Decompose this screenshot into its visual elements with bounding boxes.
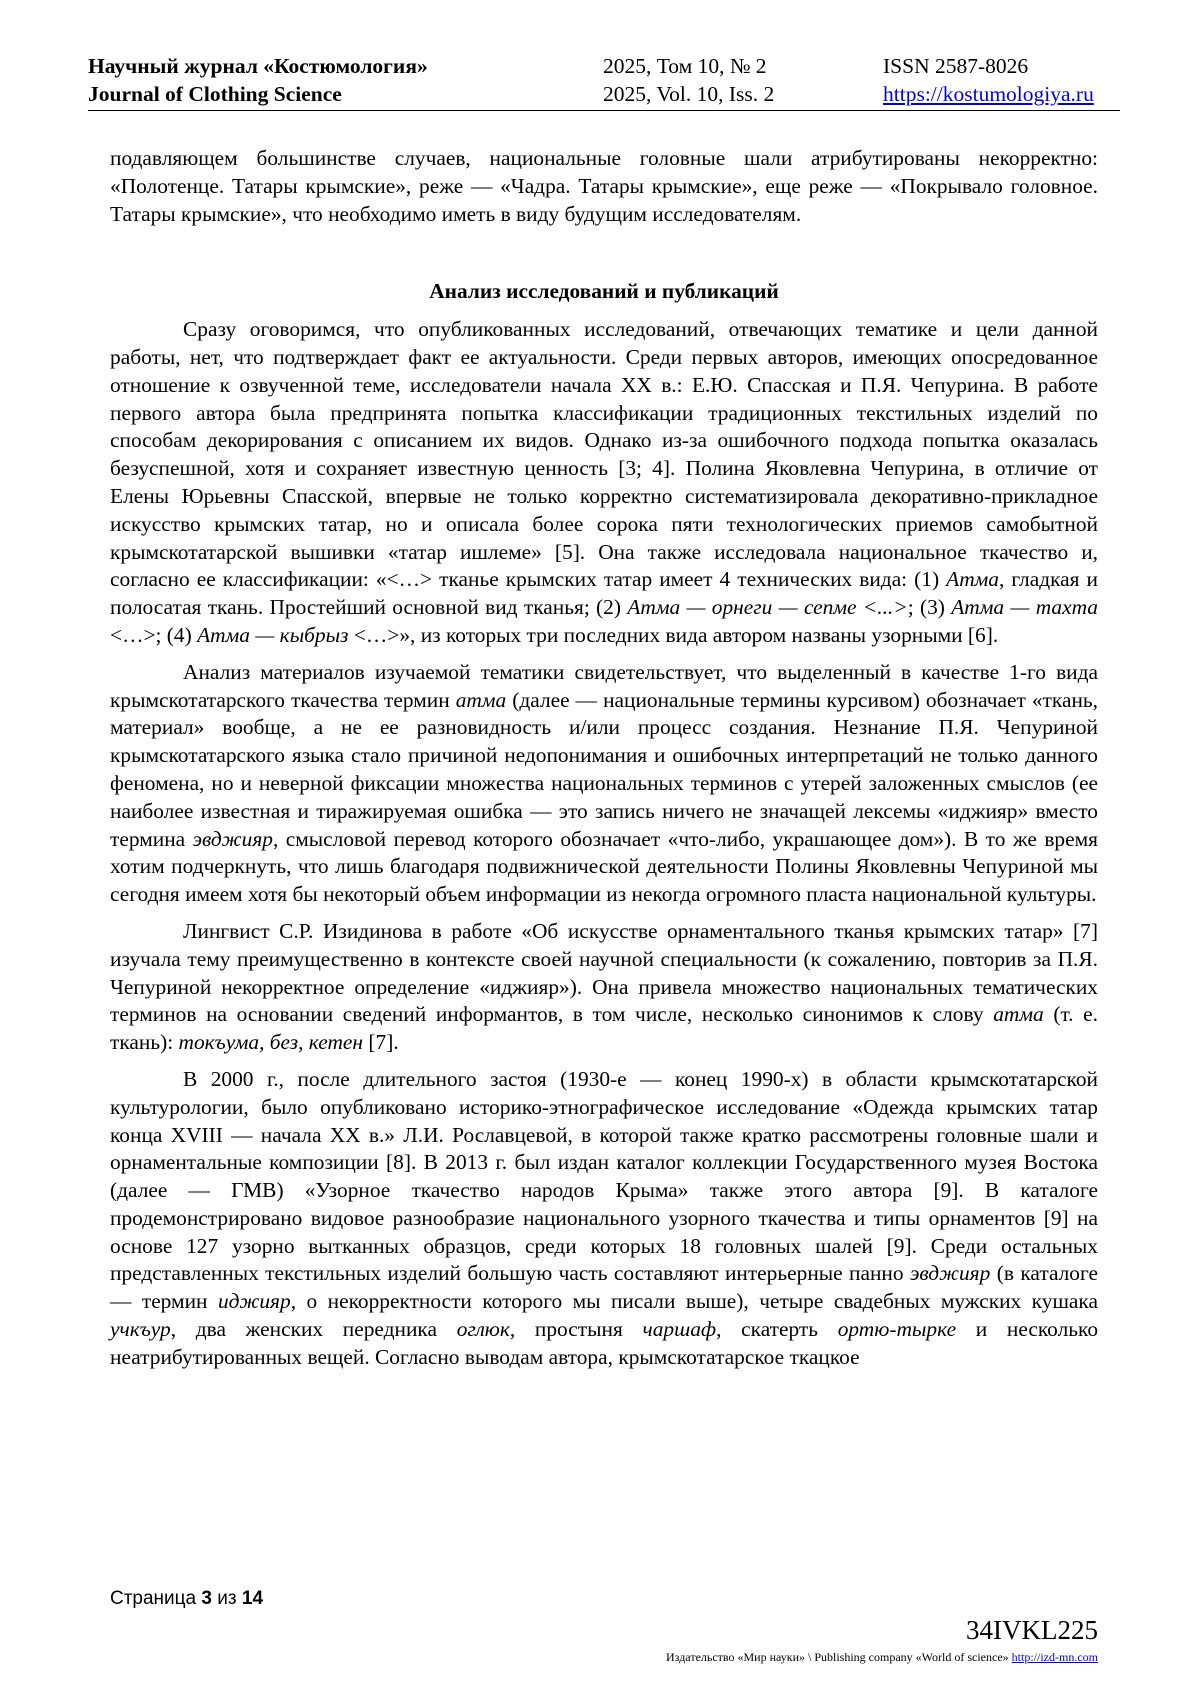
italic-term: Атма	[946, 567, 999, 592]
text-run: [7].	[363, 1030, 399, 1055]
journal-title-block	[88, 52, 428, 108]
italic-term: Атма — кыбрыз	[197, 622, 349, 647]
issn-block	[883, 52, 1094, 108]
paragraph-1	[110, 316, 1098, 650]
italic-term: атма	[993, 1002, 1044, 1027]
italic-term: иджияр	[217, 1289, 291, 1314]
section-heading: Анализ исследований и публикаций	[429, 279, 779, 304]
italic-term: учкъур	[110, 1317, 171, 1342]
text-run: Анализ материалов изучаемой тематики свидетельствует, что выделенный в качестве 1-го вида крымскотатарского ткачества термин	[110, 659, 1098, 712]
page-current: 3	[201, 1588, 212, 1609]
text-run: <…>; (4)	[110, 622, 198, 647]
page-prefix: Страница	[110, 1588, 197, 1609]
publisher-name: Издательство «Мир науки» \ Publishing company «World of science»	[666, 1650, 1009, 1664]
issue-block	[603, 52, 774, 108]
issn: ISSN 2587-8026	[883, 54, 1029, 78]
article-code: 34IVKL225	[966, 1615, 1098, 1645]
page-mid: из	[217, 1588, 237, 1609]
paragraph-3	[110, 918, 1098, 1057]
text-run: Сразу оговоримся, что опубликованных исследований, отвечающих тематике и цели данной работы, нет, что подтверждает факт ее актуальности. Среди первых авторов, имеющих опосредованное отношение к озвученной теме, исследователи начала XX в.: Е.Ю. Спасская и П.Я. Чепурина. В работе первого автора была предпринята попытка классификации традиционных текстильных изделий по способам декорирования с описанием их видов. Однако из-за ошибочного подхода попытка оказалась безуспешной, хотя и сохраняет известную ценность [3; 4]. Полина Яковлевна Чепурина, в отличие от Елены Юрьевны Спасской, впервые не только корректно систематизировала декоративно-прикладное искусство крымских татар, но и описала более сорока пяти технологических приемов самобытной крымскотатарской вышивки «татар ишлеме» [5]. Она также исследовала национальное ткачество и, согласно ее классификации: «<…> тканье крымских татар имеет 4 технических вида: (1)	[110, 317, 1098, 592]
text-run: ; (3)	[907, 595, 952, 620]
text-run: (в каталоге — термин	[110, 1261, 1098, 1314]
italic-term: токъума, без, кетен	[178, 1030, 364, 1055]
text-run: , смысловой перевод которого обозначает «что-либо, украшающее дом»). В то же время хотим подчеркнуть, что лишь благодаря подвижнической деятельности Полины Яковлевны Чепуриной мы сегодня имеем хотя бы некоторый объем информации из некогда огромного пласта национальной культуры.	[110, 826, 1098, 907]
text-run: (т. е. ткань):	[110, 1002, 1098, 1055]
italic-term: оглюк	[456, 1317, 510, 1342]
italic-term: эвджияр	[909, 1261, 991, 1286]
italic-term: Атма — тахта	[951, 595, 1099, 620]
text-run: Лингвист С.Р. Изидинова в работе «Об искусстве орнаментального тканья крымских татар» [7] изучала тему преимущественно в контексте своей научной специальности (к сожалению, повторив за П.Я. Чепуриной некорректное определение «иджияр»). Она привела множество национальных тематических терминов на основании сведений информантов, в том числе, несколько синонимов к слову	[110, 918, 1098, 1027]
publisher-link[interactable]: http://izd-mn.com	[1011, 1650, 1098, 1664]
text-run: , простыня	[509, 1317, 643, 1342]
text-run: (далее — национальные термины курсивом) обозначает «ткань, материал» вообще, а не ее разновидность и/или процесс создания. Незнание П.Я. Чепуриной крымскотатарского языка стало причиной недопонимания и ошибочных интерпретаций не только данного феномена, но и неверной фиксации множества национальных терминов с утерей заложенных смыслов (ее наиболее известная и тиражируемая ошибка — это запись ничего не значащей лексемы «иджияр» вместо термина	[110, 687, 1099, 851]
page-number	[110, 1588, 263, 1610]
issue-ru: 2025, Том 10, № 2	[603, 54, 767, 78]
page-total: 14	[241, 1588, 264, 1609]
text-run: и несколько неатрибутированных вещей. Согласно выводам автора, крымскотатарское ткацкое	[110, 1317, 1099, 1369]
italic-term: эвджияр	[192, 826, 273, 851]
journal-link[interactable]: https://kostumologiya.ru	[883, 82, 1094, 106]
italic-term: чаршаф	[642, 1317, 717, 1342]
journal-title-ru: Научный журнал «Костюмология»	[88, 54, 428, 78]
italic-term: атма	[455, 687, 507, 712]
text-run: , скатерть	[716, 1317, 838, 1342]
italic-term: ортю-тырке	[837, 1317, 957, 1342]
journal-header	[88, 52, 1120, 111]
text-run: В 2000 г., после длительного застоя (1930-е — конец 1990-х) в области крымскотатарской культурологии, было опубликовано историко-этнографическое исследование «Одежда крымских татар конца XVIII — начала XX в.» Л.И. Рославцевой, в которой также кратко рассмотрены головные шали и орнаментальные композиции [8]. В 2013 г. был издан каталог коллекции Государственного музея Востока (далее — ГМВ) «Узорное ткачество народов Крыма» также этого автора [9]. В каталоге продемонстрировано видовое разнообразие национального узорного ткачества и типы орнаментов [9] на основе 127 узорно вытканных образцов, среди которых 18 головных шалей [9]. Среди остальных представленных текстильных изделий большую часть составляют интерьерные панно	[110, 1066, 1098, 1286]
paragraph-continuation	[110, 145, 1098, 228]
text-run: <…>», из которых три последних вида автором названы узорными [6].	[348, 622, 999, 647]
text-run: , о некорректности которого мы писали выше), четыре свадебных мужских кушака	[290, 1289, 1098, 1314]
paragraph-2	[110, 659, 1098, 909]
text-run: , два женских передника	[170, 1317, 457, 1342]
text-run: , гладкая и полосатая ткань. Простейший основной вид тканья; (2)	[110, 567, 1098, 620]
text-run: подавляющем большинстве случаев, национальные головные шали атрибутированы некорректно: «Полотенце. Татары крымские», реже — «Чадра. Татары крымские», еще реже — «Покрывало головное. Татары крымские», что необходимо иметь в виду будущим исследователям.	[110, 146, 1098, 226]
article-body	[110, 145, 1098, 1381]
issue-en: 2025, Vol. 10, Iss. 2	[603, 82, 775, 106]
paragraph-4	[110, 1066, 1098, 1372]
italic-term: Атма — орнеги — сепме <...>	[627, 595, 908, 620]
journal-title-en: Journal of Clothing Science	[88, 82, 342, 106]
publisher-line	[666, 1650, 1098, 1665]
